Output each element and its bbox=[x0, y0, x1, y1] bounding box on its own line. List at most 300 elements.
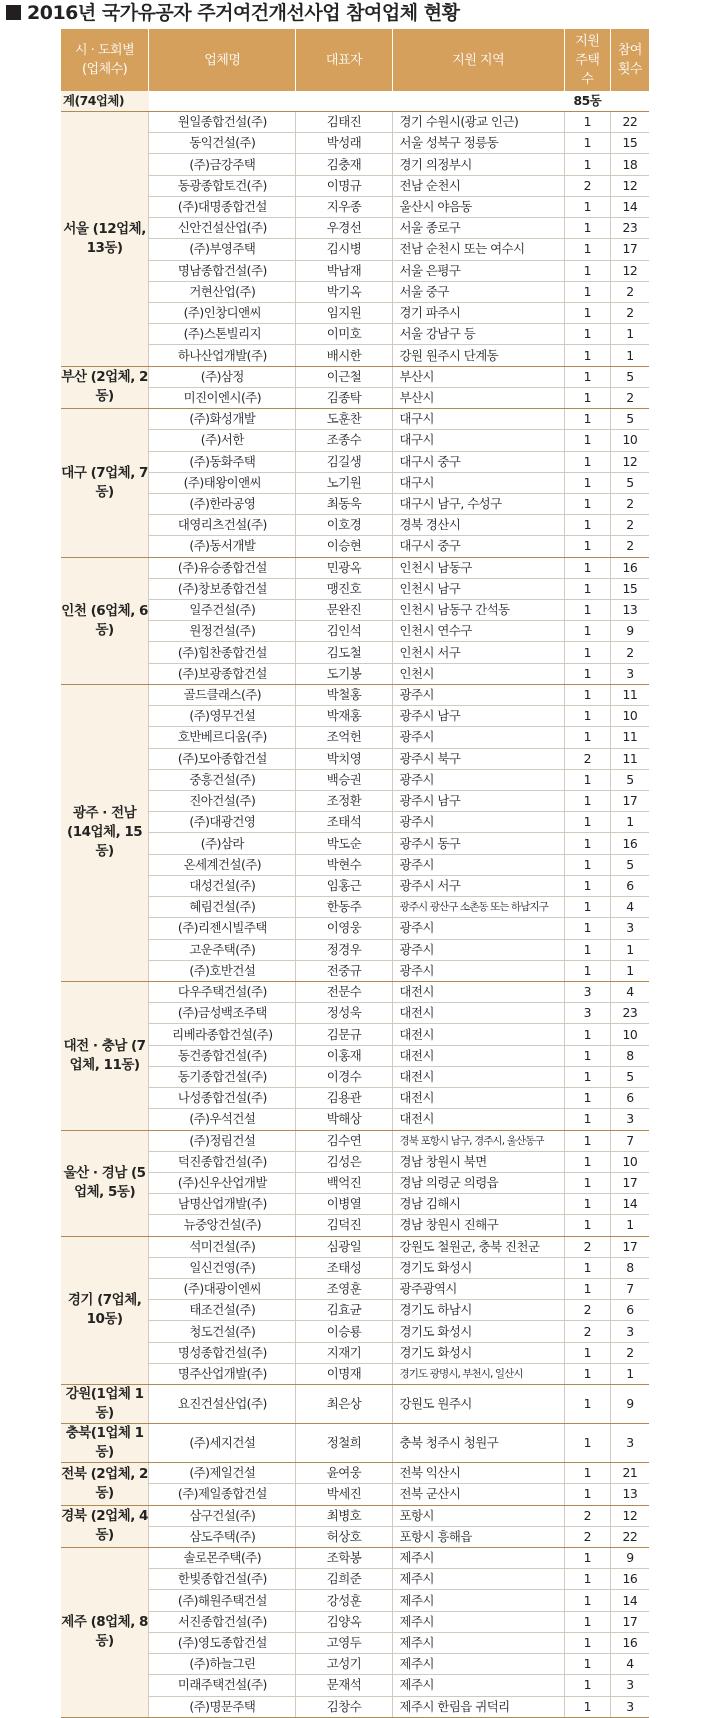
participation-count: 17 bbox=[610, 1611, 649, 1632]
company-name: (주)보광종합건설 bbox=[149, 663, 296, 684]
house-count: 2 bbox=[564, 748, 610, 769]
table-row bbox=[61, 1257, 649, 1278]
participation-count: 17 bbox=[610, 239, 649, 260]
house-count: 2 bbox=[564, 1321, 610, 1342]
representative: 노기원 bbox=[296, 472, 392, 493]
support-area: 서울 중구 bbox=[392, 281, 564, 302]
house-count: 1 bbox=[564, 939, 610, 960]
house-count: 1 bbox=[564, 1257, 610, 1278]
company-name: (주)한라공영 bbox=[149, 493, 296, 514]
representative: 최동욱 bbox=[296, 493, 392, 514]
table-row bbox=[61, 1109, 649, 1130]
house-count: 1 bbox=[564, 493, 610, 514]
participation-count: 4 bbox=[610, 1654, 649, 1675]
house-count: 1 bbox=[564, 769, 610, 790]
company-name: (주)우석건설 bbox=[149, 1109, 296, 1130]
participation-count: 14 bbox=[610, 196, 649, 217]
participation-count: 3 bbox=[610, 663, 649, 684]
house-count: 1 bbox=[564, 366, 610, 387]
participation-count: 10 bbox=[610, 1151, 649, 1172]
support-area: 대전시 bbox=[392, 1066, 564, 1087]
representative: 조정환 bbox=[296, 791, 392, 812]
participation-count: 7 bbox=[610, 1130, 649, 1151]
support-area: 광주시 동구 bbox=[392, 833, 564, 854]
support-area: 대전시 bbox=[392, 1045, 564, 1066]
company-name: (주)명문주택 bbox=[149, 1696, 296, 1717]
house-count: 2 bbox=[564, 1505, 610, 1526]
header-area: 지원 지역 bbox=[392, 29, 564, 91]
representative: 조종수 bbox=[296, 430, 392, 451]
support-area: 부산시 bbox=[392, 366, 564, 387]
house-count: 1 bbox=[564, 1363, 610, 1384]
company-name: (주)대명종합건설 bbox=[149, 196, 296, 217]
company-name: 일주건설(주) bbox=[149, 600, 296, 621]
support-area: 제주시 bbox=[392, 1632, 564, 1653]
support-area: 인천시 남구 bbox=[392, 578, 564, 599]
house-count: 1 bbox=[564, 1548, 610, 1569]
region-group-label: 부산 (2업체, 2동) bbox=[61, 366, 149, 408]
house-count: 3 bbox=[564, 1003, 610, 1024]
representative: 정경우 bbox=[296, 939, 392, 960]
participation-count: 3 bbox=[610, 1109, 649, 1130]
support-area: 경기도 광명시, 부천시, 일산시 bbox=[392, 1363, 564, 1384]
participation-count: 17 bbox=[610, 791, 649, 812]
company-name: (주)삼정 bbox=[149, 366, 296, 387]
participation-count: 11 bbox=[610, 684, 649, 705]
company-name: (주)태왕이앤씨 bbox=[149, 472, 296, 493]
house-count: 1 bbox=[564, 578, 610, 599]
header-houses: 지원 주택수 bbox=[564, 29, 610, 91]
representative: 전중규 bbox=[296, 960, 392, 981]
table-row bbox=[61, 1130, 649, 1151]
support-area: 서울 강남구 등 bbox=[392, 324, 564, 345]
table-row bbox=[61, 196, 649, 217]
table-row bbox=[61, 345, 649, 366]
table-row bbox=[61, 875, 649, 896]
company-name: 명남종합건설(주) bbox=[149, 260, 296, 281]
company-name: (주)부영주택 bbox=[149, 239, 296, 260]
region-group-label: 경기 (7업체, 10동) bbox=[61, 1236, 149, 1385]
house-count: 1 bbox=[564, 260, 610, 281]
participation-count: 1 bbox=[610, 812, 649, 833]
table-row bbox=[61, 1569, 649, 1590]
support-area: 전남 순천시 또는 여수시 bbox=[392, 239, 564, 260]
participation-count: 6 bbox=[610, 1300, 649, 1321]
participation-count: 16 bbox=[610, 1632, 649, 1653]
region-group-label: 경북 (2업체, 4동) bbox=[61, 1505, 149, 1547]
support-area: 제주시 한림읍 귀덕리 bbox=[392, 1696, 564, 1717]
company-name: 한빛종합건설(주) bbox=[149, 1569, 296, 1590]
representative: 전문수 bbox=[296, 981, 392, 1002]
representative: 김시병 bbox=[296, 239, 392, 260]
square-bullet-icon bbox=[6, 5, 21, 20]
representative: 이호경 bbox=[296, 515, 392, 536]
total-label: 계(74업체) bbox=[61, 91, 149, 112]
company-name: 원정건설(주) bbox=[149, 621, 296, 642]
table-row bbox=[61, 1611, 649, 1632]
house-count: 1 bbox=[564, 1590, 610, 1611]
house-count: 1 bbox=[564, 430, 610, 451]
table-row bbox=[61, 621, 649, 642]
region-group-label: 전북 (2업체, 2동) bbox=[61, 1463, 149, 1505]
support-area: 광주시 남구 bbox=[392, 791, 564, 812]
company-name: 석미건설(주) bbox=[149, 1236, 296, 1257]
representative: 박철홍 bbox=[296, 684, 392, 705]
table-row bbox=[61, 281, 649, 302]
house-count: 1 bbox=[564, 154, 610, 175]
region-group-label: 대전 · 충남 (7업체, 11동) bbox=[61, 981, 149, 1130]
table-row bbox=[61, 1279, 649, 1300]
representative: 박성래 bbox=[296, 133, 392, 154]
representative: 우경선 bbox=[296, 218, 392, 239]
participation-count: 3 bbox=[610, 1424, 649, 1463]
representative: 김길생 bbox=[296, 451, 392, 472]
table-row bbox=[61, 1424, 649, 1463]
representative: 김종탁 bbox=[296, 387, 392, 408]
support-area: 대구시 남구, 수성구 bbox=[392, 493, 564, 514]
house-count: 2 bbox=[564, 1236, 610, 1257]
representative: 이승현 bbox=[296, 536, 392, 557]
participation-count: 11 bbox=[610, 727, 649, 748]
support-area: 인천시 남동구 bbox=[392, 557, 564, 578]
company-name: 삼구건설(주) bbox=[149, 1505, 296, 1526]
support-area: 광주시 bbox=[392, 854, 564, 875]
header-count: 참여 횟수 bbox=[610, 29, 649, 91]
house-count: 1 bbox=[564, 1172, 610, 1193]
support-area: 경기 수원시(광교 인근) bbox=[392, 112, 564, 133]
table-row bbox=[61, 387, 649, 408]
support-area: 강원도 원주시 bbox=[392, 1385, 564, 1424]
table-row bbox=[61, 1045, 649, 1066]
house-count: 1 bbox=[564, 515, 610, 536]
house-count: 1 bbox=[564, 1569, 610, 1590]
table-row bbox=[61, 854, 649, 875]
table-row bbox=[61, 1151, 649, 1172]
table-row bbox=[61, 748, 649, 769]
participation-count: 22 bbox=[610, 1526, 649, 1547]
participation-count: 22 bbox=[610, 112, 649, 133]
house-count: 1 bbox=[564, 1130, 610, 1151]
company-name: 하나산업개발(주) bbox=[149, 345, 296, 366]
table-row bbox=[61, 1066, 649, 1087]
representative: 김인석 bbox=[296, 621, 392, 642]
table-row bbox=[61, 515, 649, 536]
company-name: 솔로몬주택(주) bbox=[149, 1548, 296, 1569]
company-name: (주)금강주택 bbox=[149, 154, 296, 175]
support-area: 강원 원주시 단계동 bbox=[392, 345, 564, 366]
participation-count: 4 bbox=[610, 897, 649, 918]
house-count: 1 bbox=[564, 1045, 610, 1066]
participation-count: 4 bbox=[610, 981, 649, 1002]
company-name: (주)리젠시빌주택 bbox=[149, 918, 296, 939]
support-area: 인천시 남동구 간석동 bbox=[392, 600, 564, 621]
representative: 문완진 bbox=[296, 600, 392, 621]
house-count: 1 bbox=[564, 854, 610, 875]
house-count: 1 bbox=[564, 536, 610, 557]
table-row bbox=[61, 600, 649, 621]
participation-count: 1 bbox=[610, 345, 649, 366]
company-name: 중흥건설(주) bbox=[149, 769, 296, 790]
support-area: 광주시 광산구 소촌동 또는 하남지구 bbox=[392, 897, 564, 918]
table-row bbox=[61, 1526, 649, 1547]
region-group-label: 제주 (8업체, 8동) bbox=[61, 1548, 149, 1718]
support-area: 광주시 bbox=[392, 812, 564, 833]
participation-count: 12 bbox=[610, 451, 649, 472]
representative: 조학봉 bbox=[296, 1548, 392, 1569]
support-area: 대구시 중구 bbox=[392, 536, 564, 557]
table-row bbox=[61, 706, 649, 727]
region-group-label: 인천 (6업체, 6동) bbox=[61, 557, 149, 684]
house-count: 1 bbox=[564, 1151, 610, 1172]
company-name: 미진이엔시(주) bbox=[149, 387, 296, 408]
representative: 한동주 bbox=[296, 897, 392, 918]
region-group-label: 대구 (7업체, 7동) bbox=[61, 409, 149, 558]
house-count: 1 bbox=[564, 812, 610, 833]
house-count: 1 bbox=[564, 960, 610, 981]
support-area: 대구시 bbox=[392, 430, 564, 451]
participation-count: 9 bbox=[610, 1385, 649, 1424]
house-count: 1 bbox=[564, 196, 610, 217]
participation-count: 12 bbox=[610, 175, 649, 196]
participation-count: 14 bbox=[610, 1590, 649, 1611]
house-count: 1 bbox=[564, 281, 610, 302]
house-count: 3 bbox=[564, 981, 610, 1002]
table-row bbox=[61, 1342, 649, 1363]
house-count: 2 bbox=[564, 1300, 610, 1321]
support-area: 제주시 bbox=[392, 1548, 564, 1569]
table-row bbox=[61, 769, 649, 790]
table-row bbox=[61, 897, 649, 918]
participation-count: 2 bbox=[610, 536, 649, 557]
company-name: (주)세지건설 bbox=[149, 1424, 296, 1463]
company-name: (주)대광건영 bbox=[149, 812, 296, 833]
company-name: 서진종합건설(주) bbox=[149, 1611, 296, 1632]
participation-count: 5 bbox=[610, 472, 649, 493]
representative: 도훈찬 bbox=[296, 409, 392, 430]
participation-count: 3 bbox=[610, 1321, 649, 1342]
participation-count: 2 bbox=[610, 281, 649, 302]
company-name: (주)금성백조주택 bbox=[149, 1003, 296, 1024]
participation-count: 5 bbox=[610, 1066, 649, 1087]
participation-count: 15 bbox=[610, 133, 649, 154]
representative: 조영훈 bbox=[296, 1279, 392, 1300]
support-area: 인천시 bbox=[392, 663, 564, 684]
company-name: (주)화성개발 bbox=[149, 409, 296, 430]
participation-count: 3 bbox=[610, 1696, 649, 1717]
representative: 박현수 bbox=[296, 854, 392, 875]
support-area: 서울 은평구 bbox=[392, 260, 564, 281]
support-area: 대전시 bbox=[392, 981, 564, 1002]
support-area: 경기 파주시 bbox=[392, 302, 564, 323]
representative: 도기봉 bbox=[296, 663, 392, 684]
page-title bbox=[6, 0, 459, 26]
company-name: (주)동서개발 bbox=[149, 536, 296, 557]
table-row bbox=[61, 175, 649, 196]
company-name: (주)모아종합건설 bbox=[149, 748, 296, 769]
participation-count: 16 bbox=[610, 1569, 649, 1590]
house-count: 1 bbox=[564, 1024, 610, 1045]
representative: 허상호 bbox=[296, 1526, 392, 1547]
support-area: 강원도 철원군, 충북 진천군 bbox=[392, 1236, 564, 1257]
company-name: (주)삼라 bbox=[149, 833, 296, 854]
table-row bbox=[61, 239, 649, 260]
support-area: 경기 의정부시 bbox=[392, 154, 564, 175]
company-name: 리베라종합건설(주) bbox=[149, 1024, 296, 1045]
company-name: (주)해원주택건설 bbox=[149, 1590, 296, 1611]
table-header-row bbox=[61, 29, 649, 91]
company-name: 동광종합토건(주) bbox=[149, 175, 296, 196]
table-row bbox=[61, 918, 649, 939]
representative: 조태성 bbox=[296, 1257, 392, 1278]
table-row bbox=[61, 1463, 649, 1484]
company-name: 명성종합건설(주) bbox=[149, 1342, 296, 1363]
representative: 백승권 bbox=[296, 769, 392, 790]
representative: 박치영 bbox=[296, 748, 392, 769]
house-count: 2 bbox=[564, 175, 610, 196]
participation-count: 2 bbox=[610, 515, 649, 536]
representative: 이근철 bbox=[296, 366, 392, 387]
representative: 지재기 bbox=[296, 1342, 392, 1363]
table-row bbox=[61, 1024, 649, 1045]
house-count: 2 bbox=[564, 1526, 610, 1547]
support-area: 제주시 bbox=[392, 1569, 564, 1590]
table-row bbox=[61, 981, 649, 1002]
support-area: 광주시 bbox=[392, 727, 564, 748]
participation-count: 10 bbox=[610, 1024, 649, 1045]
table-row bbox=[61, 1003, 649, 1024]
header-company: 업체명 bbox=[149, 29, 296, 91]
representative: 김창수 bbox=[296, 1696, 392, 1717]
support-area: 인천시 연수구 bbox=[392, 621, 564, 642]
participation-count: 23 bbox=[610, 218, 649, 239]
house-count: 1 bbox=[564, 1484, 610, 1505]
participation-count: 16 bbox=[610, 833, 649, 854]
support-area: 포항시 bbox=[392, 1505, 564, 1526]
house-count: 1 bbox=[564, 133, 610, 154]
company-name: 혜림건설(주) bbox=[149, 897, 296, 918]
header-rep: 대표자 bbox=[296, 29, 392, 91]
table-row bbox=[61, 366, 649, 387]
representative: 최은상 bbox=[296, 1385, 392, 1424]
participation-count: 1 bbox=[610, 1215, 649, 1236]
support-area: 제주시 bbox=[392, 1590, 564, 1611]
total-row bbox=[61, 91, 649, 112]
house-count: 1 bbox=[564, 112, 610, 133]
table-row bbox=[61, 578, 649, 599]
table-row bbox=[61, 472, 649, 493]
participation-count: 12 bbox=[610, 1505, 649, 1526]
table-row bbox=[61, 960, 649, 981]
table-row bbox=[61, 154, 649, 175]
house-count: 1 bbox=[564, 1194, 610, 1215]
representative: 박도순 bbox=[296, 833, 392, 854]
company-name: (주)영도종합건설 bbox=[149, 1632, 296, 1653]
participation-count: 2 bbox=[610, 1342, 649, 1363]
house-count: 1 bbox=[564, 1066, 610, 1087]
support-area: 광주시 bbox=[392, 939, 564, 960]
region-group-label: 광주 · 전남 (14업체, 15동) bbox=[61, 684, 149, 981]
representative: 이승룡 bbox=[296, 1321, 392, 1342]
house-count: 1 bbox=[564, 1385, 610, 1424]
support-area: 광주시 북구 bbox=[392, 748, 564, 769]
company-name: 원일종합건설(주) bbox=[149, 112, 296, 133]
participation-count: 18 bbox=[610, 154, 649, 175]
support-area: 경기도 하남시 bbox=[392, 1300, 564, 1321]
company-name: 남명산업개발(주) bbox=[149, 1194, 296, 1215]
representative: 고성기 bbox=[296, 1654, 392, 1675]
house-count: 1 bbox=[564, 387, 610, 408]
table-row bbox=[61, 1321, 649, 1342]
table-row bbox=[61, 1385, 649, 1424]
support-area: 서울 성북구 정릉동 bbox=[392, 133, 564, 154]
table-row bbox=[61, 1236, 649, 1257]
company-name: 뉴중앙건설(주) bbox=[149, 1215, 296, 1236]
representative: 박남재 bbox=[296, 260, 392, 281]
table-row bbox=[61, 493, 649, 514]
participation-count: 1 bbox=[610, 1363, 649, 1384]
representative: 박세진 bbox=[296, 1484, 392, 1505]
representative: 김양옥 bbox=[296, 1611, 392, 1632]
representative: 김성은 bbox=[296, 1151, 392, 1172]
company-name: (주)스톤빌리지 bbox=[149, 324, 296, 345]
company-name: 요진건설산업(주) bbox=[149, 1385, 296, 1424]
table-row bbox=[61, 812, 649, 833]
table-row bbox=[61, 1590, 649, 1611]
representative: 임홍근 bbox=[296, 875, 392, 896]
support-area: 대전시 bbox=[392, 1088, 564, 1109]
participation-count: 11 bbox=[610, 748, 649, 769]
participation-count: 5 bbox=[610, 366, 649, 387]
support-area: 대구시 중구 bbox=[392, 451, 564, 472]
participation-count: 1 bbox=[610, 960, 649, 981]
representative: 강성훈 bbox=[296, 1590, 392, 1611]
participation-count: 23 bbox=[610, 1003, 649, 1024]
house-count: 1 bbox=[564, 1424, 610, 1463]
house-count: 1 bbox=[564, 1215, 610, 1236]
house-count: 1 bbox=[564, 1463, 610, 1484]
house-count: 1 bbox=[564, 684, 610, 705]
table-row bbox=[61, 133, 649, 154]
representative: 김도철 bbox=[296, 642, 392, 663]
representative: 김용관 bbox=[296, 1088, 392, 1109]
support-area: 경기도 화성시 bbox=[392, 1321, 564, 1342]
company-name: 삼도주택(주) bbox=[149, 1526, 296, 1547]
company-name: (주)영무건설 bbox=[149, 706, 296, 727]
support-area: 광주시 bbox=[392, 684, 564, 705]
participation-count: 16 bbox=[610, 557, 649, 578]
participants-table bbox=[61, 29, 649, 1718]
representative: 박해상 bbox=[296, 1109, 392, 1130]
representative: 이홍재 bbox=[296, 1045, 392, 1066]
support-area: 경기도 화성시 bbox=[392, 1257, 564, 1278]
company-name: (주)제일건설 bbox=[149, 1463, 296, 1484]
support-area: 인천시 서구 bbox=[392, 642, 564, 663]
house-count: 1 bbox=[564, 1632, 610, 1653]
representative: 백억진 bbox=[296, 1172, 392, 1193]
support-area: 대전시 bbox=[392, 1024, 564, 1045]
participation-count: 6 bbox=[610, 875, 649, 896]
table-row bbox=[61, 112, 649, 133]
participation-count: 10 bbox=[610, 706, 649, 727]
representative: 이명규 bbox=[296, 175, 392, 196]
support-area: 포항시 흥해읍 bbox=[392, 1526, 564, 1547]
participation-count: 1 bbox=[610, 939, 649, 960]
representative: 이미호 bbox=[296, 324, 392, 345]
support-area: 경남 의령군 의령읍 bbox=[392, 1172, 564, 1193]
participation-count: 17 bbox=[610, 1236, 649, 1257]
company-name: 호반베르디움(주) bbox=[149, 727, 296, 748]
representative: 최병호 bbox=[296, 1505, 392, 1526]
